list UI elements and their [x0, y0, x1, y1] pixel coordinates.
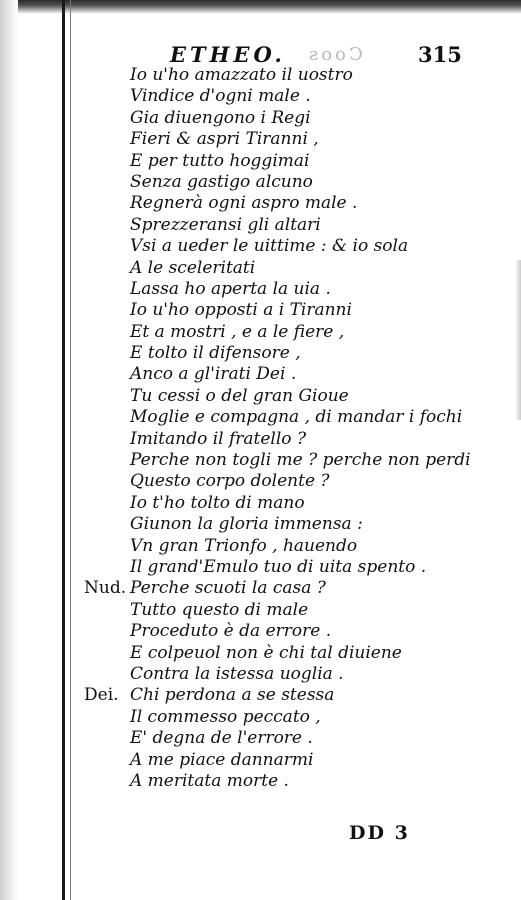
verse-text: E colpeuol non è chi tal diuiene	[130, 642, 402, 663]
verse-line	[0, 536, 521, 557]
verse-text: Io t'ho tolto di mano	[130, 492, 305, 513]
signature-mark: DD 3	[349, 822, 410, 844]
verse-line	[0, 322, 521, 343]
verse-line	[0, 86, 521, 107]
speaker-label: Nud.	[84, 578, 127, 599]
verse-line	[0, 172, 521, 193]
verse-block	[0, 65, 521, 792]
verse-line	[0, 578, 521, 599]
verse-line	[0, 407, 521, 428]
verse-line	[0, 771, 521, 792]
verse-text: Sprezzeransi gli altari	[130, 214, 321, 235]
verse-text: Gia diuengono i Regi	[130, 107, 311, 128]
verse-text: Il grand'Emulo tuo di uita spento .	[130, 556, 427, 577]
verse-line	[0, 193, 521, 214]
verse-text: Contra la istessa uoglia .	[130, 663, 344, 684]
bleed-through-text: Coos	[306, 44, 363, 65]
verse-text: Et a mostri , e a le fiere ,	[130, 321, 345, 342]
verse-text: Io u'ho opposti a i Tiranni	[130, 300, 352, 321]
verse-text: Chi perdona a se stessa	[130, 685, 335, 706]
verse-line	[0, 129, 521, 150]
verse-text: Il commesso peccato ,	[130, 706, 321, 727]
page-top-edge	[0, 0, 521, 14]
verse-text: Perche scuoti la casa ?	[130, 578, 326, 599]
verse-text: Fieri & aspri Tiranni ,	[130, 129, 319, 150]
verse-text: Giunon la gloria immensa :	[130, 514, 363, 535]
verse-line	[0, 728, 521, 749]
verse-text: A le sceleritati	[130, 257, 256, 278]
speaker-label: Dei.	[84, 685, 119, 706]
verse-line	[0, 493, 521, 514]
verse-text: Proceduto è da errore .	[130, 621, 332, 642]
page-number: 315	[418, 42, 462, 67]
verse-line	[0, 600, 521, 621]
verse-text: Io u'ho amazzato il uostro	[130, 65, 353, 85]
verse-text: Regnerà ogni aspro male .	[130, 193, 358, 214]
verse-text: Questo corpo dolente ?	[130, 471, 330, 492]
verse-text: Vn gran Trionfo , hauendo	[130, 535, 358, 556]
verse-text: Tutto questo di male	[130, 599, 309, 620]
verse-text: E tolto il difensore ,	[130, 343, 301, 364]
verse-line	[0, 429, 521, 450]
verse-line	[0, 65, 521, 86]
verse-line	[0, 108, 521, 129]
verse-line	[0, 364, 521, 385]
verse-line	[0, 514, 521, 535]
verse-text: Perche non togli me ? perche non perdi	[130, 450, 471, 471]
verse-text: A me piace dannarmi	[130, 749, 314, 770]
verse-line	[0, 471, 521, 492]
verse-text: E' degna de l'errore .	[130, 728, 313, 749]
verse-text: Moglie e compagna , di mandar i fochi	[130, 407, 463, 428]
verse-text: Vindice d'ogni male .	[130, 86, 311, 107]
verse-text: Anco a gl'irati Dei .	[130, 364, 297, 385]
verse-line	[0, 664, 521, 685]
verse-line	[0, 279, 521, 300]
verse-line	[0, 236, 521, 257]
verse-line	[0, 300, 521, 321]
verse-line	[0, 685, 521, 706]
verse-text: E per tutto hoggimai	[130, 150, 310, 171]
verse-line	[0, 643, 521, 664]
verse-line	[0, 343, 521, 364]
verse-text: A meritata morte .	[130, 770, 289, 791]
verse-line	[0, 258, 521, 279]
verse-line	[0, 215, 521, 236]
verse-text: Vsi a ueder le uittime : & io sola	[130, 236, 409, 257]
verse-line	[0, 557, 521, 578]
verse-text: Imitando il fratello ?	[130, 428, 307, 449]
verse-line	[0, 707, 521, 728]
verse-text: Senza gastigo alcuno	[130, 171, 313, 192]
verse-text: Lassa ho aperta la uia .	[130, 278, 331, 299]
verse-text: Tu cessi o del gran Gioue	[130, 385, 349, 406]
verse-line	[0, 151, 521, 172]
verse-line	[0, 450, 521, 471]
running-head-title: ETHEO.	[170, 42, 286, 67]
verse-line	[0, 621, 521, 642]
verse-line	[0, 750, 521, 771]
verse-line	[0, 386, 521, 407]
